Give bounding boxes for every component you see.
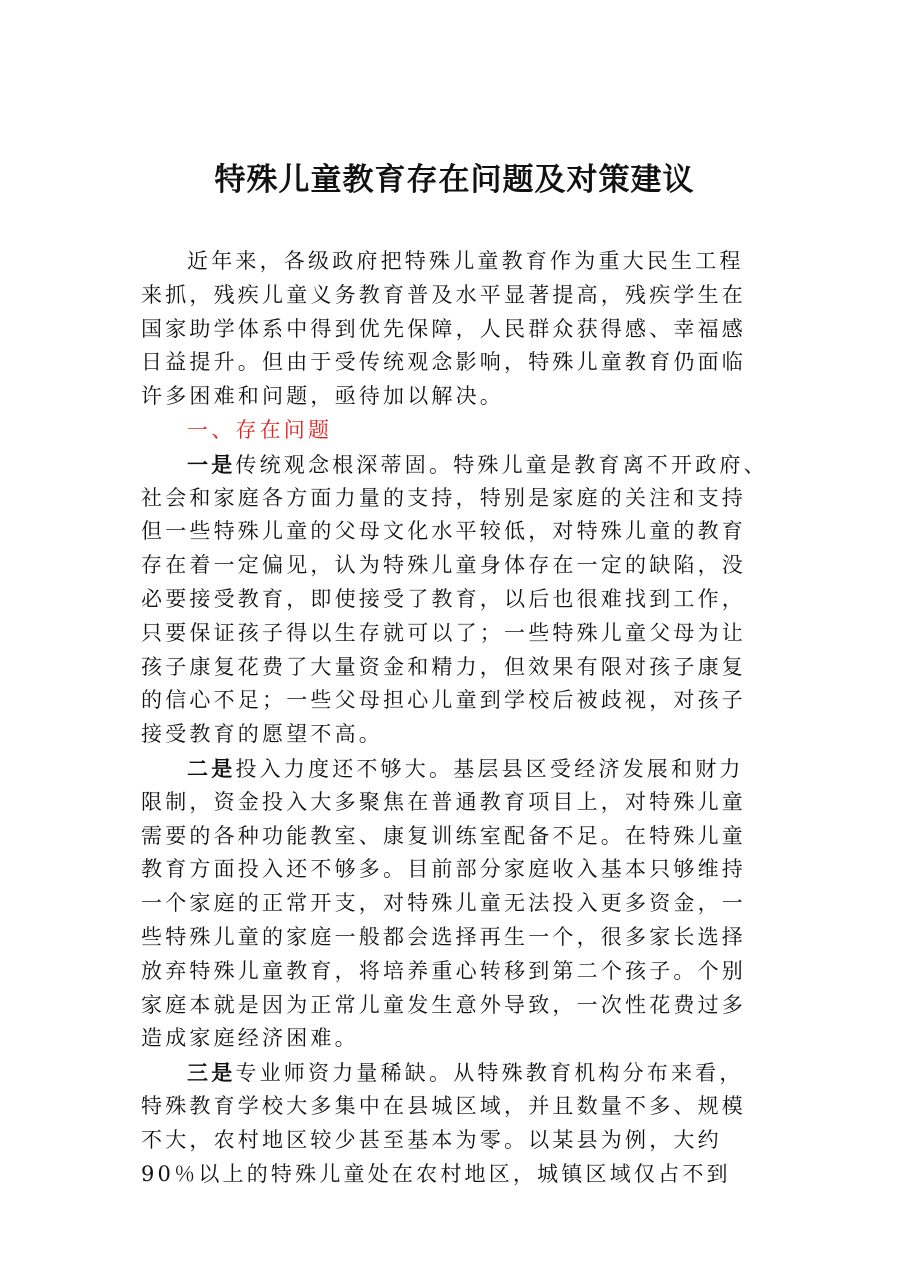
line-text: 必要接受教育，即使接受了教育，以后也很难找到工作， (141, 586, 746, 611)
line-text: 存在着一定偏见，认为特殊儿童身体存在一定的缺陷，没 (141, 553, 746, 578)
paragraph-line (141, 989, 781, 1023)
line-text: 但一些特殊儿童的父母文化水平较低，对特殊儿童的教育 (141, 519, 746, 544)
paragraph-lead: 一是 (187, 451, 236, 477)
line-text: 放弃特殊儿童教育，将培养重心转移到第二个孩子。个别 (141, 958, 746, 983)
line-text: 投入力度还不够大。基层县区受经济发展和财力 (235, 756, 744, 781)
line-text: 近年来，各级政府把特殊儿童教育作为重大民生工程 (187, 249, 744, 273)
line-text: 只要保证孩子得以生存就可以了；一些特殊儿童父母为让 (141, 620, 746, 645)
paragraph-line (141, 245, 781, 279)
paragraph-line (141, 853, 781, 887)
paragraph-line (141, 651, 781, 685)
paragraph-lead: 三是 (187, 1060, 236, 1086)
paragraph-line (141, 346, 781, 380)
line-text: 社会和家庭各方面力量的支持，特别是家庭的关注和支持 (141, 485, 746, 510)
line-text: 限制，资金投入大多聚焦在普通教育项目上，对特殊儿童 (141, 789, 746, 814)
paragraph-line (141, 313, 781, 347)
line-text: 家庭本就是因为正常儿童发生意外导致，一次性花费过多 (141, 992, 746, 1017)
line-text: 造成家庭经济困难。 (141, 1026, 359, 1051)
paragraph-line (141, 887, 781, 921)
line-text: 日益提升。但由于受传统观念影响，特殊儿童教育仍面临 (141, 350, 746, 375)
line-text: 接受教育的愿望不高。 (141, 722, 383, 747)
line-text: 传统观念根深蒂固。特殊儿童是教育离不开政府、 (235, 452, 768, 477)
paragraph-lead: 二是 (187, 755, 236, 781)
paragraph-line (141, 752, 781, 786)
paragraph-line (141, 279, 781, 313)
line-text: 专业师资力量稀缺。从特殊教育机构分布来看， (235, 1061, 744, 1086)
paragraph-line (141, 820, 781, 854)
paragraph-line (141, 583, 781, 617)
paragraph-line (141, 448, 781, 482)
document-title: 特殊儿童教育存在问题及对策建议 (214, 162, 695, 198)
paragraph-line (141, 549, 781, 583)
line-text: 国家助学体系中得到优先保障，人民群众获得感、幸福感 (141, 316, 746, 341)
section-heading (141, 414, 781, 448)
document-body (141, 245, 781, 1191)
line-text: 一个家庭的正常开支，对特殊儿童无法投入更多资金，一 (141, 891, 746, 916)
line-text: 90％以上的特殊儿童处在农村地区，城镇区域仅占不到 (141, 1161, 731, 1186)
paragraph-line (141, 955, 781, 989)
paragraph-line (141, 1022, 781, 1056)
paragraph-line (141, 380, 781, 414)
paragraph-line (141, 786, 781, 820)
line-text: 需要的各种功能教室、康复训练室配备不足。在特殊儿童 (141, 823, 746, 848)
paragraph-line (141, 1056, 781, 1090)
line-text: 一、存在问题 (187, 417, 333, 442)
paragraph-line (141, 718, 781, 752)
line-text: 来抓，残疾儿童义务教育普及水平显著提高，残疾学生在 (141, 282, 746, 307)
line-text: 的信心不足；一些父母担心儿童到学校后被歧视，对孩子 (141, 688, 746, 713)
line-text: 特殊教育学校大多集中在县城区域，并且数量不多、规模 (141, 1093, 746, 1118)
line-text: 许多困难和问题，亟待加以解决。 (141, 384, 504, 409)
line-text: 教育方面投入还不够多。目前部分家庭收入基本只够维持 (141, 857, 746, 882)
paragraph-line (141, 617, 781, 651)
paragraph-line (141, 482, 781, 516)
paragraph-line (141, 921, 781, 955)
line-text: 些特殊儿童的家庭一般都会选择再生一个，很多家长选择 (141, 924, 746, 949)
paragraph-line (141, 1158, 781, 1192)
paragraph-line (141, 1124, 781, 1158)
paragraph-line (141, 515, 781, 549)
paragraph-line (141, 1090, 781, 1124)
line-text: 孩子康复花费了大量资金和精力，但效果有限对孩子康复 (141, 654, 746, 679)
paragraph-line (141, 684, 781, 718)
line-text: 不大，农村地区较少甚至基本为零。以某县为例，大约 (141, 1127, 722, 1152)
